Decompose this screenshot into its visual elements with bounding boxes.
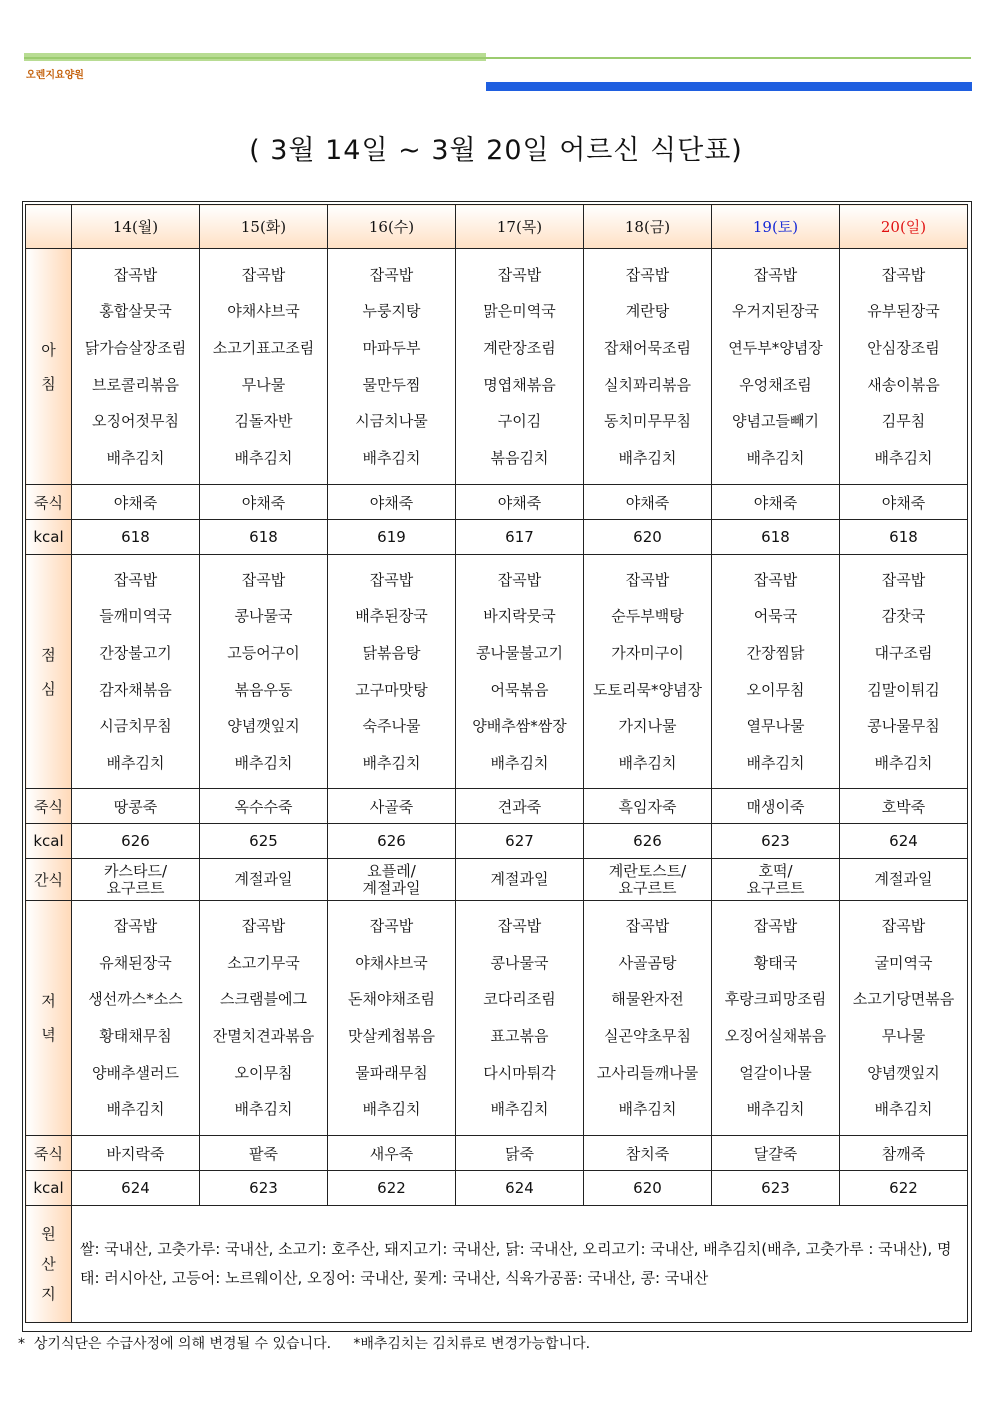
menu-item: 가지나물: [618, 717, 677, 736]
menu-item: 들깨미역국: [99, 607, 172, 626]
menu-item: 배추김치: [618, 753, 677, 772]
day-header: 15(화): [200, 205, 328, 249]
menu-item: 김말이튀김: [867, 680, 940, 699]
snack-label: 간식: [26, 859, 72, 901]
porridge-cell: 새우죽: [328, 1136, 456, 1171]
porridge-cell: 야채죽: [456, 485, 584, 520]
snack-cell: [584, 859, 712, 901]
menu-item: 물만두찜: [362, 375, 421, 394]
menu-item: 황태채무침: [99, 1027, 172, 1045]
menu-item: 사골곰탕: [618, 953, 677, 972]
menu-item: 유채된장국: [99, 953, 172, 972]
kcal-cell: 618: [712, 520, 840, 555]
menu-item: 잡곡밥: [113, 570, 158, 589]
lunch-menu-cell: [456, 555, 584, 789]
menu-item: 양념고들빼기: [732, 412, 819, 431]
footnote: * 상기식단은 수급사정에 의해 변경될 수 있습니다. *배추김치는 김치류로 변경가능합니다.: [18, 1336, 591, 1352]
snack-cell: [72, 859, 200, 901]
menu-item: 무나물: [241, 375, 286, 394]
porridge-label: 죽식: [26, 789, 72, 824]
menu-item: 대구조림: [874, 643, 933, 662]
porridge-cell: 야채죽: [200, 485, 328, 520]
menu-item: 배추된장국: [355, 607, 428, 626]
origin-label-char: 원: [41, 1225, 56, 1243]
snack-line: 요구르트: [618, 878, 677, 897]
origin-row: [26, 1206, 968, 1323]
dinner-label-char: 녁: [41, 1026, 56, 1044]
breakfast-kcal-row: [26, 520, 968, 555]
kcal-cell: 620: [584, 1171, 712, 1206]
menu-item: 실곤약초무침: [604, 1027, 691, 1045]
porridge-cell: 달걀죽: [712, 1136, 840, 1171]
origin-label-char: 지: [41, 1285, 56, 1303]
menu-item: 야채샤브국: [227, 302, 300, 321]
dinner-menu-cell: [712, 901, 840, 1136]
menu-item: 잡곡밥: [113, 265, 158, 284]
menu-item: 잡곡밥: [753, 265, 798, 284]
menu-item: 배추김치: [874, 448, 933, 467]
kcal-cell: 626: [72, 824, 200, 859]
kcal-label: kcal: [26, 1171, 72, 1206]
origin-label: [26, 1206, 72, 1323]
menu-item: 우엉채조림: [739, 375, 812, 394]
menu-item: 간장불고기: [99, 643, 172, 662]
menu-item: 배추김치: [106, 753, 165, 772]
breakfast-menu-cell: [328, 249, 456, 485]
day-header-row: [26, 205, 968, 249]
dinner-kcal-row: [26, 1171, 968, 1206]
menu-item: 연두부*양념장: [728, 338, 823, 357]
snack-cell: [840, 859, 968, 901]
menu-item: 야채샤브국: [355, 953, 428, 972]
kcal-cell: 624: [840, 824, 968, 859]
menu-item: 배추김치: [874, 1100, 933, 1119]
snack-line: 요플레/: [367, 861, 416, 880]
menu-item: 시금치무침: [99, 717, 172, 736]
menu-item: 물파래무침: [355, 1063, 428, 1082]
menu-item: 순두부백탕: [611, 607, 684, 626]
snack-cell: [328, 859, 456, 901]
kcal-label: kcal: [26, 520, 72, 555]
menu-item: 배추김치: [362, 448, 421, 467]
menu-item: 동치미무무침: [604, 412, 691, 431]
menu-item: 잡곡밥: [625, 265, 670, 284]
dinner-menu-cell: [328, 901, 456, 1136]
menu-item: 잡곡밥: [369, 570, 414, 589]
menu-item: 잡곡밥: [241, 265, 286, 284]
porridge-cell: 바지락죽: [72, 1136, 200, 1171]
menu-item: 콩나물국: [490, 953, 549, 972]
kcal-cell: 623: [712, 824, 840, 859]
kcal-cell: 624: [72, 1171, 200, 1206]
kcal-cell: 618: [200, 520, 328, 555]
menu-item: 잔멸치견과볶음: [212, 1027, 315, 1045]
menu-item: 우거지된장국: [732, 302, 819, 321]
kcal-cell: 627: [456, 824, 584, 859]
kcal-cell: 622: [328, 1171, 456, 1206]
menu-item: 양념깻잎지: [867, 1063, 940, 1082]
menu-item: 시금치나물: [355, 412, 428, 431]
menu-item: 브로콜리볶음: [92, 375, 179, 394]
menu-item: 콩나물무침: [867, 717, 940, 736]
day-header: 17(목): [456, 205, 584, 249]
menu-item: 양념깻잎지: [227, 717, 300, 736]
menu-item: 고사리들깨나물: [596, 1063, 699, 1082]
menu-item: 오징어젓무침: [92, 412, 179, 431]
day-header: 19(토): [712, 205, 840, 249]
snack-line: 호떡/: [758, 861, 793, 880]
day-header: 16(수): [328, 205, 456, 249]
menu-item: 잡곡밥: [625, 917, 670, 936]
menu-item: 간장찜닭: [746, 643, 805, 662]
menu-item: 잡곡밥: [881, 917, 926, 936]
menu-item: 계란탕: [625, 302, 670, 321]
breakfast-menu-cell: [584, 249, 712, 485]
breakfast-label-char: 침: [41, 374, 56, 393]
breakfast-menu-cell: [200, 249, 328, 485]
menu-item: 배추김치: [106, 1100, 165, 1119]
lunch-menu-cell: [72, 555, 200, 789]
menu-item: 숙주나물: [362, 717, 421, 736]
menu-item: 생선까스*소스: [88, 990, 183, 1009]
kcal-cell: 618: [72, 520, 200, 555]
menu-item: 안심장조림: [867, 338, 940, 357]
menu-item: 배추김치: [234, 1100, 293, 1119]
menu-item: 마파두부: [362, 338, 421, 357]
menu-item: 배추김치: [106, 448, 165, 467]
lunch-label-char: 점: [41, 645, 56, 664]
menu-item: 어묵국: [753, 607, 798, 626]
menu-item: 잡곡밥: [753, 570, 798, 589]
menu-item: 김무침: [881, 412, 926, 431]
menu-item: 김돌자반: [234, 412, 293, 431]
menu-item: 배추김치: [746, 753, 805, 772]
porridge-cell: 땅콩죽: [72, 789, 200, 824]
menu-item: 오이무침: [234, 1063, 293, 1082]
menu-item: 잡채어묵조림: [604, 338, 691, 357]
porridge-cell: 야채죽: [72, 485, 200, 520]
menu-item: 콩나물불고기: [476, 643, 563, 662]
kcal-cell: 624: [456, 1171, 584, 1206]
day-header: 14(월): [72, 205, 200, 249]
brand-logo-text: 오렌지요양원: [26, 70, 84, 81]
breakfast-label-char: 아: [41, 340, 56, 359]
dinner-menu-cell: [72, 901, 200, 1136]
kcal-cell: 618: [840, 520, 968, 555]
menu-item: 배추김치: [490, 1100, 549, 1119]
porridge-cell: 옥수수죽: [200, 789, 328, 824]
menu-item: 배추김치: [234, 448, 293, 467]
menu-item: 코다리조림: [483, 990, 556, 1009]
menu-item: 배추김치: [618, 448, 677, 467]
menu-item: 소고기표고조림: [212, 338, 315, 357]
snack-line: 요구르트: [106, 878, 165, 897]
porridge-cell: 야채죽: [712, 485, 840, 520]
lunch-label: [26, 555, 72, 789]
menu-item: 계란장조림: [483, 338, 556, 357]
porridge-cell: 참치죽: [584, 1136, 712, 1171]
snack-cell: [200, 859, 328, 901]
menu-item: 잡곡밥: [497, 570, 542, 589]
porridge-cell: 흑임자죽: [584, 789, 712, 824]
corner-cell: [26, 205, 72, 249]
menu-item: 무나물: [881, 1027, 926, 1045]
page-title: ( 3월 14일 ~ 3월 20일 어르신 식단표): [249, 135, 743, 166]
snack-line: 계절과일: [234, 870, 293, 888]
dinner-menu-cell: [200, 901, 328, 1136]
menu-item: 잡곡밥: [753, 917, 798, 936]
menu-item: 오징어실채볶음: [724, 1027, 827, 1045]
menu-item: 닭볶음탕: [362, 643, 421, 662]
porridge-cell: 매생이죽: [712, 789, 840, 824]
breakfast-menu-cell: [712, 249, 840, 485]
menu-item: 소고기당면볶음: [852, 990, 955, 1009]
breakfast-label: [26, 249, 72, 485]
dinner-porridge-row: [26, 1136, 968, 1171]
menu-item: 열무나물: [746, 717, 805, 736]
menu-item: 맛살케첩볶음: [348, 1027, 435, 1045]
kcal-cell: 626: [584, 824, 712, 859]
lunch-menu-cell: [712, 555, 840, 789]
menu-item: 배추김치: [490, 753, 549, 772]
breakfast-menu-cell: [456, 249, 584, 485]
menu-item: 도토리묵*양념장: [593, 680, 702, 699]
lunch-menu-cell: [584, 555, 712, 789]
lunch-menu-cell: [200, 555, 328, 789]
menu-item: 얼갈이나물: [739, 1063, 812, 1082]
menu-item: 고등어구이: [227, 643, 300, 662]
kcal-cell: 625: [200, 824, 328, 859]
porridge-cell: 야채죽: [840, 485, 968, 520]
porridge-cell: 사골죽: [328, 789, 456, 824]
menu-item: 소고기무국: [227, 953, 300, 972]
menu-item: 잡곡밥: [369, 265, 414, 284]
lunch-label-char: 심: [41, 679, 56, 698]
kcal-cell: 626: [328, 824, 456, 859]
breakfast-row: [26, 249, 968, 485]
menu-item: 명엽채볶음: [483, 375, 556, 394]
snack-row: [26, 859, 968, 901]
menu-item: 후랑크피망조림: [724, 990, 827, 1009]
lunch-kcal-row: [26, 824, 968, 859]
dinner-label-char: 저: [41, 992, 56, 1010]
lunch-menu-cell: [840, 555, 968, 789]
dinner-label: [26, 901, 72, 1136]
origin-text: 쌀: 국내산, 고춧가루: 국내산, 소고기: 호주산, 돼지고기: 국내산, 닭: 국내산, 오리고기: 국내산, 배추김치(배추, 고춧가루 : 국내산), 명태: 러시아산, 고등어: 노르웨이산, 오징어: 국내산, 꽃게: 국내산, 식육가공품: 국내산, 콩: 국내산: [72, 1206, 968, 1323]
menu-item: 배추김치: [362, 753, 421, 772]
snack-line: 계란토스트/: [608, 861, 687, 880]
menu-item: 잡곡밥: [497, 917, 542, 936]
menu-item: 배추김치: [362, 1100, 421, 1119]
menu-item: 황태국: [753, 953, 798, 972]
menu-item: 잡곡밥: [625, 570, 670, 589]
menu-item: 가자미구이: [611, 643, 684, 662]
menu-item: 바지락뭇국: [483, 607, 556, 626]
dinner-row: [26, 901, 968, 1136]
menu-item: 콩나물국: [234, 607, 293, 626]
menu-item: 다시마튀각: [483, 1063, 556, 1082]
kcal-cell: 622: [840, 1171, 968, 1206]
snack-line: 계절과일: [490, 870, 549, 888]
menu-item: 볶음우동: [234, 680, 293, 699]
menu-item: 잡곡밥: [881, 570, 926, 589]
snack-cell: [456, 859, 584, 901]
day-header: 18(금): [584, 205, 712, 249]
kcal-cell: 617: [456, 520, 584, 555]
menu-item: 유부된장국: [867, 302, 940, 321]
snack-line: 계절과일: [874, 870, 933, 888]
menu-item: 잡곡밥: [881, 265, 926, 284]
dinner-menu-cell: [456, 901, 584, 1136]
menu-table: [25, 204, 968, 1323]
menu-item: 어묵볶음: [490, 680, 549, 699]
breakfast-porridge-row: [26, 485, 968, 520]
porridge-cell: 견과죽: [456, 789, 584, 824]
menu-item: 잡곡밥: [497, 265, 542, 284]
lunch-porridge-row: [26, 789, 968, 824]
porridge-cell: 닭죽: [456, 1136, 584, 1171]
menu-item: 잡곡밥: [241, 570, 286, 589]
breakfast-menu-cell: [840, 249, 968, 485]
porridge-cell: 호박죽: [840, 789, 968, 824]
menu-item: 배추김치: [618, 1100, 677, 1119]
dinner-menu-cell: [840, 901, 968, 1136]
menu-item: 닭가슴살장조림: [84, 338, 187, 357]
day-header: 20(일): [840, 205, 968, 249]
porridge-cell: 야채죽: [584, 485, 712, 520]
kcal-cell: 620: [584, 520, 712, 555]
menu-item: 맑은미역국: [483, 302, 556, 321]
porridge-cell: 참깨죽: [840, 1136, 968, 1171]
menu-item: 실치꽈리볶음: [604, 375, 691, 394]
menu-item: 배추김치: [746, 448, 805, 467]
header-green-line: [24, 57, 971, 59]
menu-item: 잡곡밥: [241, 917, 286, 936]
menu-item: 홍합살뭇국: [99, 302, 172, 321]
lunch-row: [26, 555, 968, 789]
menu-item: 양배추쌈*쌈장: [472, 717, 567, 736]
menu-item: 돈채야채조림: [348, 990, 435, 1009]
snack-line: 카스타드/: [103, 861, 167, 880]
menu-item: 스크램블에그: [220, 990, 307, 1009]
porridge-label: 죽식: [26, 485, 72, 520]
snack-line: 계절과일: [362, 878, 421, 897]
breakfast-menu-cell: [72, 249, 200, 485]
kcal-label: kcal: [26, 824, 72, 859]
lunch-menu-cell: [328, 555, 456, 789]
porridge-label: 죽식: [26, 1136, 72, 1171]
dinner-menu-cell: [584, 901, 712, 1136]
menu-item: 해물완자전: [611, 990, 684, 1009]
menu-item: 새송이볶음: [867, 375, 940, 394]
menu-item: 구이김: [497, 412, 542, 431]
header-blue-band: [486, 82, 972, 91]
menu-item: 감자채볶음: [99, 680, 172, 699]
kcal-cell: 619: [328, 520, 456, 555]
porridge-cell: 야채죽: [328, 485, 456, 520]
origin-label-char: 산: [41, 1255, 56, 1273]
porridge-cell: 팥죽: [200, 1136, 328, 1171]
menu-item: 감잣국: [881, 607, 926, 626]
menu-item: 오이무침: [746, 680, 805, 699]
menu-item: 굴미역국: [874, 953, 933, 972]
kcal-cell: 623: [200, 1171, 328, 1206]
kcal-cell: 623: [712, 1171, 840, 1206]
menu-item: 배추김치: [874, 753, 933, 772]
menu-item: 표고볶음: [490, 1027, 549, 1045]
snack-line: 요구르트: [746, 878, 805, 897]
snack-cell: [712, 859, 840, 901]
menu-item: 양배추샐러드: [92, 1063, 179, 1082]
menu-item: 고구마맛탕: [355, 680, 428, 699]
menu-item: 볶음김치: [490, 448, 549, 467]
menu-item: 배추김치: [234, 753, 293, 772]
menu-item: 배추김치: [746, 1100, 805, 1119]
menu-item: 잡곡밥: [369, 917, 414, 936]
menu-item: 누룽지탕: [362, 302, 421, 321]
menu-item: 잡곡밥: [113, 917, 158, 936]
